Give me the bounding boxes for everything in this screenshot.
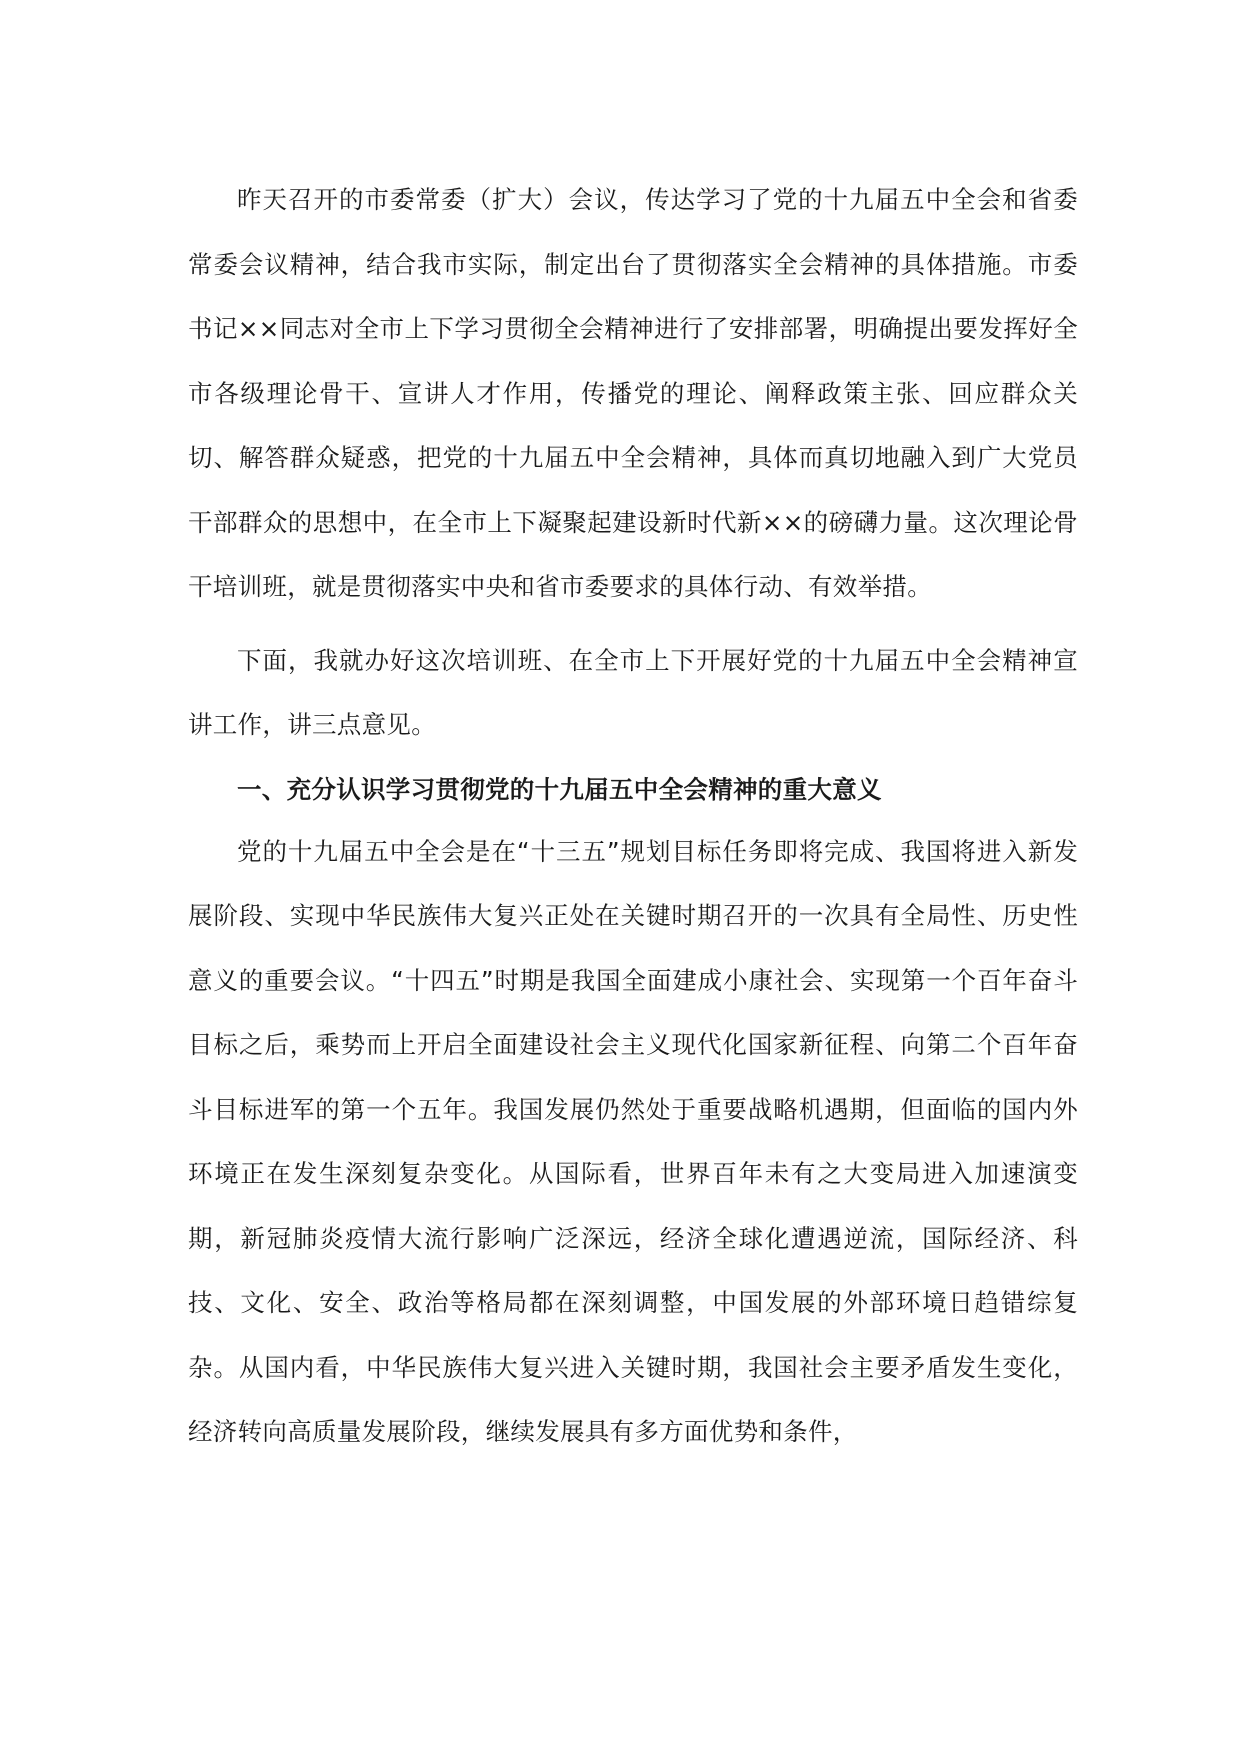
body-paragraph-2: 下面，我就办好这次培训班、在全市上下开展好党的十九届五中全会精神宣讲工作，讲三点意见。	[188, 645, 1078, 739]
body-paragraph-3: 党的十九届五中全会是在“十三五”规划目标任务即将完成、我国将进入新发展阶段、实现中华民族伟大复兴正处在关键时期召开的一次具有全局性、历史性意义的重要会议。“十四五”时期是我国全面建成小康社会、实现第一个百年奋斗目标之后，乘势而上开启全面建设社会主义现代化国家新征程、向第二个百年奋斗目标进军的第一个五年。我国发展仍然处于重要战略机遇期，但面临的国内外环境正在发生深刻复杂变化。从国际看，世界百年未有之大变局进入加速演变期，新冠肺炎疫情大流行影响广泛深远，经济全球化遭遇逆流，国际经济、科技、文化、安全、政治等格局都在深刻调整，中国发展的外部环境日趋错综复杂。从国内看，中华民族伟大复兴进入关键时期，我国社会主要矛盾发生变化，经济转向高质量发展阶段，继续发展具有多方面优势和条件，	[188, 836, 1078, 1446]
body-paragraph-1: 昨天召开的市委常委（扩大）会议，传达学习了党的十九届五中全会和省委常委会议精神，结合我市实际，制定出台了贯彻落实全会精神的具体措施。市委书记××同志对全市上下学习贯彻全会精神进行了安排部署，明确提出要发挥好全市各级理论骨干、宣讲人才作用，传播党的理论、阐释政策主张、回应群众关切、解答群众疑惑，把党的十九届五中全会精神，具体而真切地融入到广大党员干部群众的思想中，在全市上下凝聚起建设新时代新××的磅礴力量。这次理论骨干培训班，就是贯彻落实中央和省市委要求的具体行动、有效举措。	[188, 185, 1078, 601]
section-heading-1: 一、充分认识学习贯彻党的十九届五中全会精神的重大意义	[237, 774, 882, 804]
document-page	[188, 168, 1078, 1465]
